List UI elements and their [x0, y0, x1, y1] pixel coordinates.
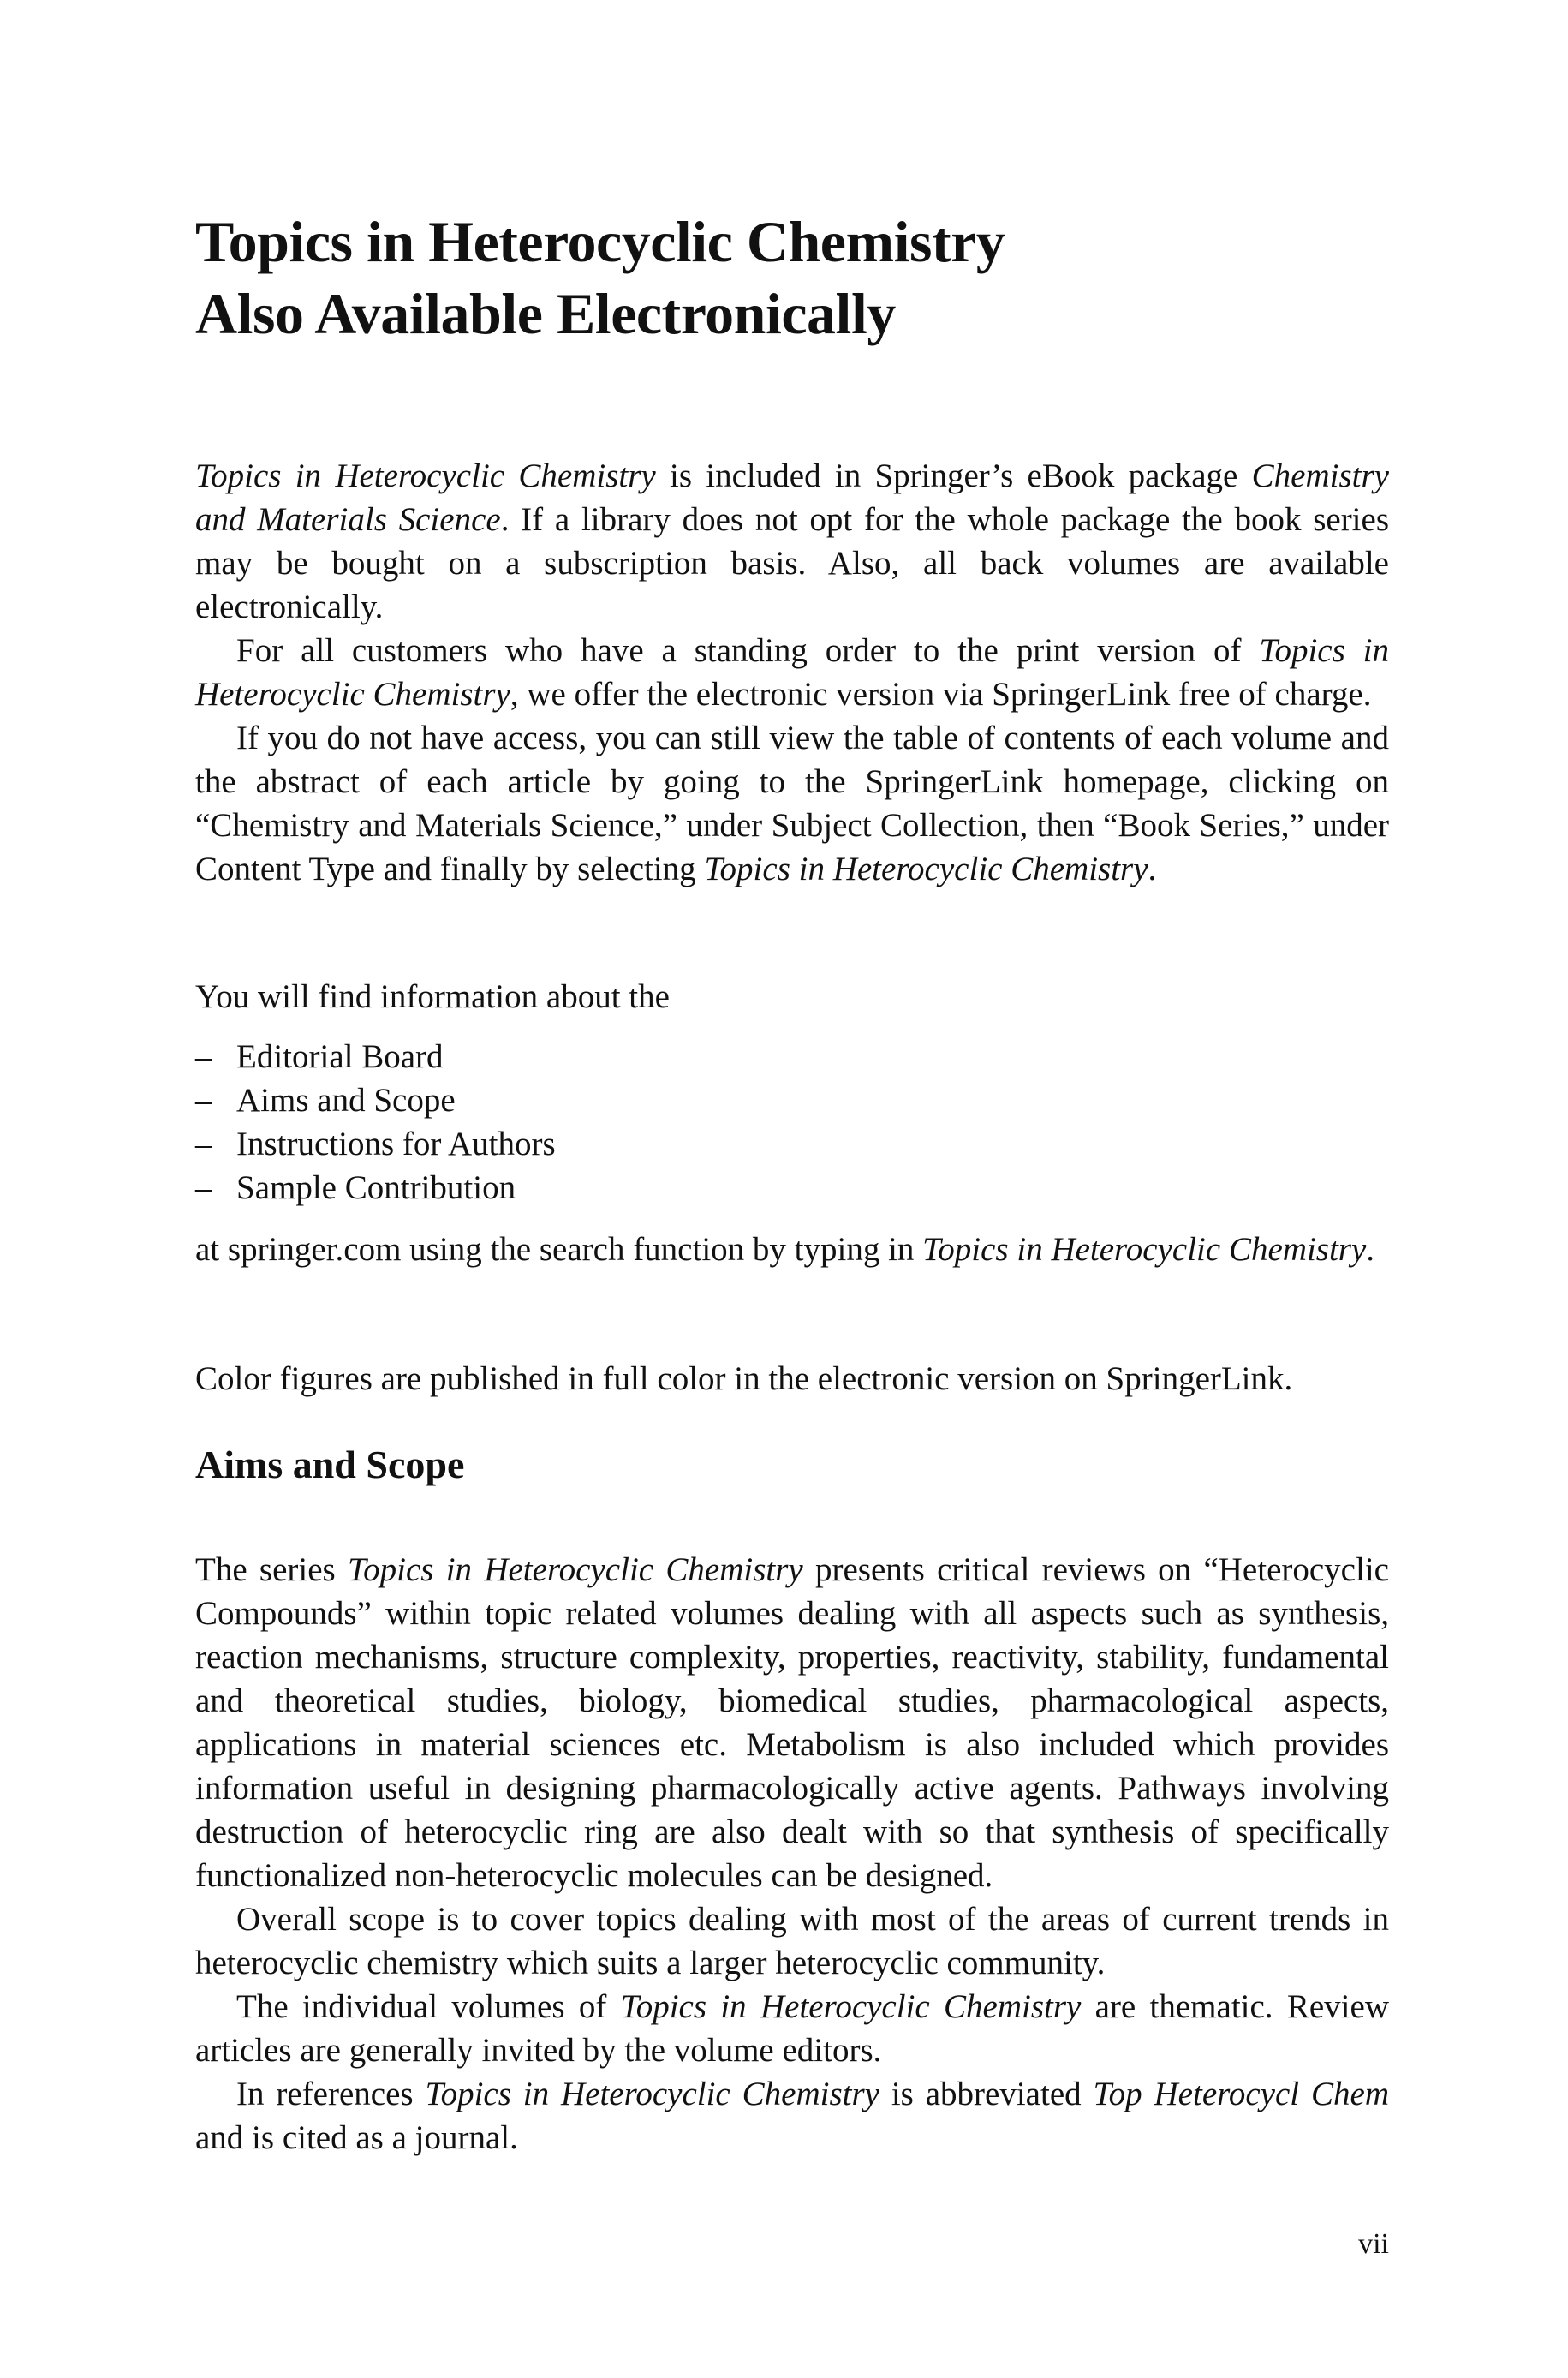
series-name: Topics in Heterocyclic Chemistry	[620, 1988, 1082, 2025]
list-item-aims-and-scope	[195, 1078, 1389, 1122]
info-list	[195, 1035, 1389, 1210]
list-item-label: Editorial Board	[236, 1038, 444, 1075]
text-run: For all customers who have a standing order to the print version of	[236, 632, 1260, 669]
text-run: In references	[236, 2076, 426, 2112]
list-item-instructions-for-authors	[195, 1122, 1389, 1166]
series-name: Topics in Heterocyclic Chemistry	[195, 457, 656, 494]
aims-paragraph-2: Overall scope is to cover topics dealing with most of the areas of current trends in heterocyclic chemistry which suits a larger heterocyclic community.	[195, 1901, 1389, 1981]
aims-paragraph-1	[195, 1548, 1389, 1897]
page-number: vii	[1358, 2228, 1389, 2260]
text-run: at springer.com using the search function by typing in	[195, 1231, 923, 1268]
springer-search-paragraph	[195, 1228, 1389, 1271]
series-name: Topics in Heterocyclic Chemistry	[922, 1231, 1367, 1268]
list-item-sample-contribution	[195, 1166, 1389, 1210]
aims-paragraph-3	[195, 1985, 1389, 2072]
journal-abbreviation: Top Heterocycl Chem	[1093, 2076, 1389, 2112]
intro-paragraph-2	[195, 629, 1389, 716]
page-title	[195, 206, 1005, 350]
dash-marker: –	[195, 1038, 212, 1075]
find-intro: You will find information about the	[195, 978, 670, 1015]
text-run: presents critical reviews on “Heterocyclic Compounds” within topic related volumes dealing with all aspects such as synthesis, reaction mechanisms, structure complexity, properties, reactivity, stability, fundamental and theoretical studies, biology, biomedical studies, pharmacological aspects, applications in material sciences etc. Metabolism is also included which provides information useful in designing pharmacologically active agents. Pathways involving destruction of heterocyclic ring are also dealt with so that synthesis of specifically functionalized non-heterocyclic molecules can be designed.	[195, 1551, 1389, 1894]
list-item-editorial-board	[195, 1035, 1389, 1078]
dash-marker: –	[195, 1126, 212, 1162]
intro-section	[195, 454, 1389, 891]
color-figures-note: Color figures are published in full color in the electronic version on SpringerLink.	[195, 1360, 1293, 1397]
text-run: , we offer the electronic version via SpringerLink free of charge.	[510, 676, 1372, 713]
text-run: The individual volumes of	[236, 1988, 621, 2025]
list-item-label: Sample Contribution	[236, 1169, 516, 1206]
page-title-line-2: Also Available Electronically	[195, 281, 896, 346]
dash-marker: –	[195, 1169, 212, 1206]
dash-marker: –	[195, 1082, 212, 1119]
intro-paragraph-3	[195, 716, 1389, 891]
text-run: are thematic. Review articles are generally invited by the volume editors.	[195, 1988, 1389, 2069]
text-run: and is cited as a journal.	[195, 2119, 518, 2156]
package-name: Chemistry and Materials Science	[195, 457, 1389, 538]
text-run: is included in Springer’s eBook package	[655, 457, 1252, 494]
aims-section	[195, 1548, 1389, 2160]
list-item-label: Instructions for Authors	[236, 1126, 556, 1162]
page	[195, 0, 1389, 2378]
intro-paragraph-1	[195, 454, 1389, 629]
text-run: .	[1366, 1231, 1375, 1268]
aims-heading: Aims and Scope	[195, 1443, 465, 1486]
text-run: . If a library does not opt for the whole package the book series may be bought on a subscription basis. Also, all back volumes are available electronically.	[195, 501, 1389, 625]
series-name: Topics in Heterocyclic Chemistry	[348, 1551, 803, 1588]
series-name: Topics in Heterocyclic Chemistry	[704, 851, 1148, 887]
text-run: The series	[195, 1551, 348, 1588]
list-item-label: Aims and Scope	[236, 1082, 456, 1119]
series-name: Topics in Heterocyclic Chemistry	[425, 2076, 879, 2112]
text-run: .	[1148, 851, 1157, 887]
text-run: is abbreviated	[879, 2076, 1094, 2112]
series-name: Topics in Heterocyclic Chemistry	[195, 632, 1390, 713]
text-run: If you do not have access, you can still view the table of contents of each volume and the abstract of each article by going to the SpringerLink homepage, clicking on “Chemistry and Materials Science,” under Subject Collection, then “Book Series,” under Content Type and finally by selecting	[195, 720, 1389, 887]
page-title-line-1: Topics in Heterocyclic Chemistry	[195, 209, 1005, 274]
aims-paragraph-4	[195, 2072, 1389, 2160]
